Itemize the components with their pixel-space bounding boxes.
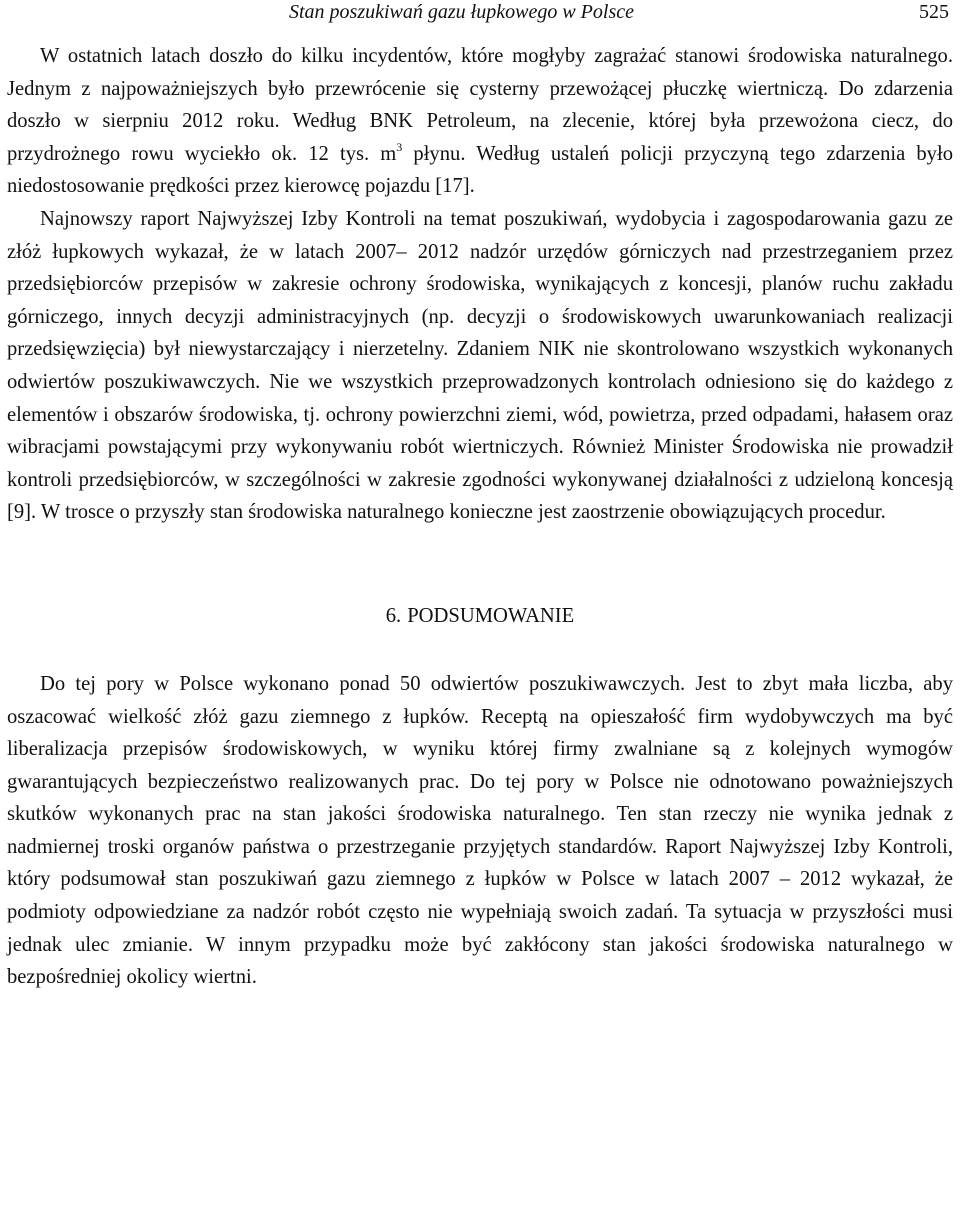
paragraph-nik-report: Najnowszy raport Najwyższej Izby Kontroli na temat poszukiwań, wydobycia i zagospodarowania gazu ze złóż łupkowych wykazał, że w latach 2007– 2012 nadzór urzędów górniczych nad przestrzeganiem przez przedsiębiorców przepisów w zakresie ochrony środowiska, wynikających z koncesji, planów ruchu zakładu górniczego, innych decyzji administracyjnych (np. decyzji o środowiskowych uwarunkowaniach realizacji przedsięwzięcia) był niewystarczający i nierzetelny. Zdaniem NIK nie skontrolowano wszystkich wykonanych odwiertów poszukiwawczych. Nie we wszystkich przeprowadzonych kontrolach odniesiono się do każdego z elementów i obszarów środowiska, tj. ochrony powierzchni ziemi, wód, powietrza, przed odpadami, hałasem oraz wibracjami powstającymi przy wykonywaniu robót wiertniczych. Również Minister Środowiska nie prowadził kontroli przedsiębiorców, w szczególności w zakresie zgodności wykonywanej działalności z udzieloną koncesją [9]. W trosce o przyszły stan środowiska naturalnego konieczne jest zaostrzenie obowiązujących procedur.: [7, 207, 953, 524]
paragraph-incidents-text-cont: płynu. Według ustaleń policji przyczyną tego zdarzenia było niedostosowanie prędkości przez kierowcę pojazdu [17].: [7, 142, 953, 198]
paragraph-incidents-text: W ostatnich latach doszło do kilku incydentów, które mogłyby zagrażać stanowi środowiska naturalnego. Jednym z najpoważniejszych było przewrócenie się cysterny przewożącej płuczkę wiertniczą. Do zdarzenia doszło w sierpniu 2012 roku. Według BNK Petroleum, na zlecenie, której była przewożona ciecz, do przydrożnego rowu wyciekło ok. 12 tys. m: [7, 45, 953, 165]
document-page: [7, 0, 953, 994]
section-heading: [7, 601, 953, 631]
running-title: Stan poszukiwań gazu łupkowego w Polsce: [289, 1, 634, 23]
section-title: PODSUMOWANIE: [407, 604, 575, 627]
running-header: [7, 0, 953, 40]
section-number: 6.: [385, 604, 402, 627]
paragraph-summary: Do tej pory w Polsce wykonano ponad 50 odwiertów poszukiwawczych. Jest to zbyt mała liczba, aby oszacować wielkość złóż gazu ziemnego z łupków. Receptą na opieszałość firm wydobywczych ma być liberalizacja przepisów środowiskowych, w wyniku której firmy zwalniane są z kolejnych wymogów gwarantujących bezpieczeństwo realizowanych prac. Do tej pory w Polsce nie odnotowano poważniejszych skutków wykonanych prac na stan jakości środowiska naturalnego. Ten stan rzeczy nie wynika jednak z nadmiernej troski organów państwa o przestrzeganie przyjętych standardów. Raport Najwyższej Izby Kontroli, który podsumował stan poszukiwań gazu ziemnego z łupków w Polsce w latach 2007 – 2012 wykazał, że podmioty odpowiedziane za nadzór robót często nie wypełniają swoich zadań. Ta sytuacja w przyszłości musi jednak ulec zmianie. W innym przypadku może być zakłócony stan jakości środowiska naturalnego w bezpośredniej okolicy wiertni.: [7, 672, 953, 989]
page-number: 525: [919, 1, 949, 23]
superscript-cubic: 3: [396, 139, 403, 154]
paragraph-incidents: [7, 40, 953, 203]
